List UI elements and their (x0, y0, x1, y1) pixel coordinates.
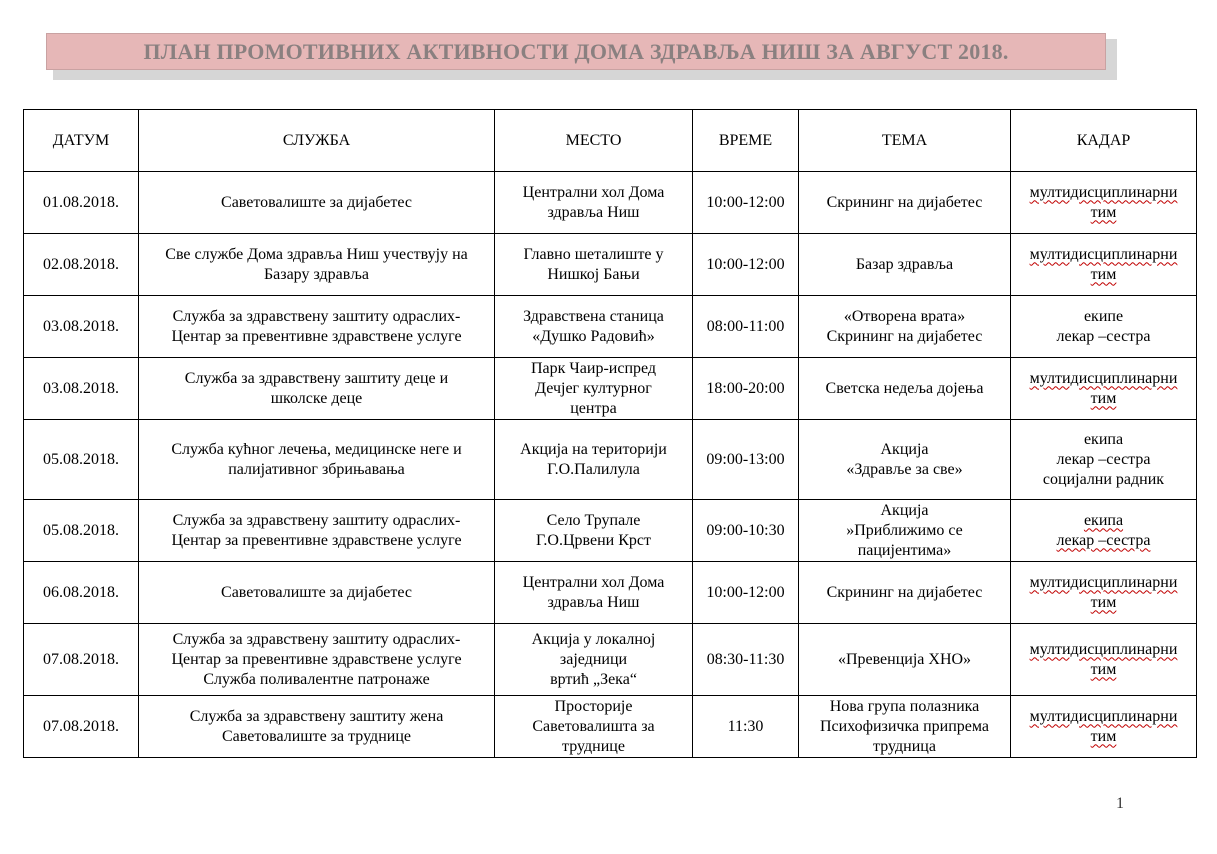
page-number: 1 (1116, 795, 1124, 812)
cell-topic-line: Психофизичка припрема (819, 717, 989, 735)
cell-time: 08:30-11:30 (693, 624, 799, 696)
cell-staff-line: мултидисциплинарни (1029, 573, 1178, 591)
cell-date: 07.08.2018. (24, 624, 139, 696)
cell-service-line: Служба поливалентне патронаже (203, 670, 430, 688)
cell-place (495, 358, 693, 420)
table-row (24, 562, 1197, 624)
cell-time: 09:00-10:30 (693, 500, 799, 562)
table-row (24, 358, 1197, 420)
cell-service-line: Центар за превентивне здравствене услуге (171, 327, 462, 345)
cell-topic-line: Акција (880, 501, 929, 519)
cell-topic (799, 696, 1011, 758)
cell-staff-line: социјални радник (1042, 470, 1165, 488)
cell-service-line: Центар за превентивне здравствене услуге (171, 531, 462, 549)
cell-place-line: заједници (559, 650, 628, 668)
cell-topic (799, 624, 1011, 696)
cell-topic (799, 234, 1011, 296)
cell-date: 03.08.2018. (24, 358, 139, 420)
table-header-row (24, 110, 1197, 172)
cell-time: 11:30 (693, 696, 799, 758)
cell-time: 10:00-12:00 (693, 172, 799, 234)
cell-place-line: Просторије (554, 697, 633, 715)
cell-service-line: Служба за здравствену заштиту жена (189, 707, 444, 725)
cell-topic-line: пацијентима» (857, 541, 952, 559)
cell-service (139, 562, 495, 624)
cell-staff (1011, 696, 1197, 758)
cell-time: 08:00-11:00 (693, 296, 799, 358)
cell-staff-line: мултидисциплинарни (1029, 640, 1178, 658)
table-body (24, 172, 1197, 758)
document-title: ПЛАН ПРОМОТИВНИХ АКТИВНОСТИ ДОМА ЗДРАВЉА НИШ ЗА АВГУСТ 2018. (46, 33, 1106, 70)
cell-place (495, 296, 693, 358)
table-row (24, 624, 1197, 696)
cell-staff-line: тим (1090, 727, 1117, 745)
cell-place (495, 500, 693, 562)
cell-staff-line: тим (1090, 593, 1117, 611)
cell-topic-line: Акција (880, 440, 929, 458)
cell-place (495, 562, 693, 624)
cell-service-line: Саветовалиште за дијабетес (221, 583, 412, 601)
cell-service-line: Служба за здравствену заштиту одраслих- (172, 307, 461, 325)
cell-time: 09:00-13:00 (693, 420, 799, 500)
cell-place-line: Акција у локалној (531, 630, 656, 648)
table-row (24, 420, 1197, 500)
cell-staff (1011, 296, 1197, 358)
cell-staff-line: мултидисциплинарни (1029, 707, 1178, 725)
cell-service (139, 234, 495, 296)
column-header-place: МЕСТО (495, 110, 693, 172)
cell-staff-line: лекар –сестра (1056, 327, 1151, 345)
cell-staff-line: тим (1090, 203, 1117, 221)
cell-staff-line: тим (1090, 660, 1117, 678)
cell-place-line: здравља Ниш (547, 593, 640, 611)
cell-place-line: Парк Чаир-испред (530, 359, 657, 377)
cell-topic-line: трудница (873, 737, 936, 755)
cell-staff-line: тим (1090, 389, 1117, 407)
table-row (24, 696, 1197, 758)
cell-topic-line: Нова група полазника (829, 697, 980, 715)
cell-place-line: Г.О.Палилула (547, 460, 640, 478)
cell-date: 06.08.2018. (24, 562, 139, 624)
column-header-time: ВРЕМЕ (693, 110, 799, 172)
table-row (24, 234, 1197, 296)
cell-staff-line: лекар –сестра (1056, 531, 1151, 549)
cell-topic (799, 562, 1011, 624)
cell-topic-line: Скрининг на дијабетес (826, 327, 983, 345)
cell-staff-line: екипа (1083, 430, 1124, 448)
cell-date: 01.08.2018. (24, 172, 139, 234)
cell-staff-line: мултидисциплинарни (1029, 369, 1178, 387)
cell-staff (1011, 172, 1197, 234)
cell-service (139, 624, 495, 696)
cell-staff (1011, 358, 1197, 420)
cell-time: 18:00-20:00 (693, 358, 799, 420)
cell-place-line: Главно шеталиште у (523, 245, 664, 263)
cell-service (139, 500, 495, 562)
cell-topic-line: Скрининг на дијабетес (826, 193, 983, 211)
cell-topic-line: Светска недеља дојења (825, 379, 984, 397)
cell-service-line: Служба за здравствену заштиту одраслих- (172, 511, 461, 529)
cell-topic (799, 296, 1011, 358)
cell-place-line: «Душко Радовић» (532, 327, 655, 345)
cell-place-line: Г.О.Црвени Крст (535, 531, 651, 549)
cell-place-line: Централни хол Дома (522, 573, 665, 591)
table-row (24, 172, 1197, 234)
cell-place (495, 234, 693, 296)
cell-date: 05.08.2018. (24, 420, 139, 500)
cell-staff-line: тим (1090, 265, 1117, 283)
cell-time: 10:00-12:00 (693, 562, 799, 624)
cell-topic-line: Базар здравља (855, 255, 954, 273)
cell-place (495, 172, 693, 234)
cell-staff (1011, 420, 1197, 500)
cell-place-line: Село Трупале (546, 511, 641, 529)
cell-service (139, 296, 495, 358)
cell-date: 03.08.2018. (24, 296, 139, 358)
cell-service (139, 172, 495, 234)
cell-place-line: здравља Ниш (547, 203, 640, 221)
cell-date: 07.08.2018. (24, 696, 139, 758)
cell-service-line: Саветовалиште за дијабетес (221, 193, 412, 211)
cell-date: 02.08.2018. (24, 234, 139, 296)
cell-place (495, 624, 693, 696)
cell-service-line: Служба за здравствену заштиту одраслих- (172, 630, 461, 648)
cell-place-line: Централни хол Дома (522, 183, 665, 201)
cell-service (139, 420, 495, 500)
cell-topic (799, 172, 1011, 234)
column-header-staff: КАДАР (1011, 110, 1197, 172)
cell-topic-line: Скрининг на дијабетес (826, 583, 983, 601)
cell-service-line: Служба кућног лечења, медицинске неге и (171, 440, 462, 458)
cell-service-line: палијативног збрињавања (228, 460, 405, 478)
cell-place (495, 420, 693, 500)
column-header-date: ДАТУМ (24, 110, 139, 172)
column-header-topic: ТЕМА (799, 110, 1011, 172)
table-row (24, 500, 1197, 562)
column-header-service: СЛУЖБА (139, 110, 495, 172)
cell-staff (1011, 562, 1197, 624)
cell-place-line: центра (570, 399, 617, 417)
cell-topic-line: «Здравље за све» (846, 460, 963, 478)
cell-topic-line: «Превенција ХНО» (837, 650, 972, 668)
cell-service-line: Саветовалиште за труднице (222, 727, 411, 745)
cell-place-line: Дечјег културног (535, 379, 652, 397)
cell-topic-line: »Приближимо се (846, 521, 963, 539)
cell-service-line: Све службе Дома здравља Ниш учествују на (165, 245, 468, 263)
cell-place-line: Акција на територији (520, 440, 667, 458)
cell-place-line: Здравствена станица (523, 307, 664, 325)
cell-staff-line: екипа (1083, 511, 1124, 529)
cell-service-line: школске деце (270, 389, 363, 407)
cell-staff (1011, 624, 1197, 696)
cell-staff-line: мултидисциплинарни (1029, 245, 1178, 263)
cell-service-line: Базару здравља (263, 265, 370, 283)
table-row (24, 296, 1197, 358)
cell-staff (1011, 500, 1197, 562)
cell-place-line: Нишкој Бањи (547, 265, 640, 283)
cell-topic-line: «Отворена врата» (843, 307, 966, 325)
activity-plan-table (23, 109, 1197, 758)
cell-topic (799, 358, 1011, 420)
cell-service-line: Центар за превентивне здравствене услуге (171, 650, 462, 668)
cell-place-line: Саветовалишта за (532, 717, 655, 735)
cell-time: 10:00-12:00 (693, 234, 799, 296)
cell-date: 05.08.2018. (24, 500, 139, 562)
cell-place-line: вртић „Зека“ (550, 670, 637, 688)
cell-staff (1011, 234, 1197, 296)
cell-service (139, 358, 495, 420)
cell-topic (799, 500, 1011, 562)
cell-service (139, 696, 495, 758)
cell-staff-line: екипе (1083, 307, 1124, 325)
cell-staff-line: мултидисциплинарни (1029, 183, 1178, 201)
cell-place-line: труднице (562, 737, 625, 755)
cell-place (495, 696, 693, 758)
cell-service-line: Служба за здравствену заштиту деце и (184, 369, 449, 387)
cell-staff-line: лекар –сестра (1056, 450, 1151, 468)
cell-topic (799, 420, 1011, 500)
